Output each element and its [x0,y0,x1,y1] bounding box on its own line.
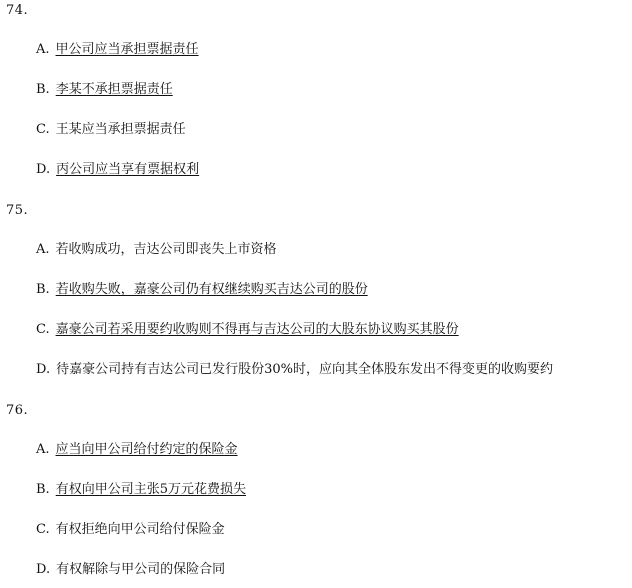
option-text: 应当向甲公司给付约定的保险金 [55,442,238,457]
option-76-b[interactable] [36,481,246,499]
option-letter: A. [36,42,50,57]
option-text: 甲公司应当承担票据责任 [55,42,199,57]
option-letter: B. [36,482,50,497]
option-text: 丙公司应当享有票据权利 [56,162,200,177]
option-75-d[interactable] [36,361,553,379]
option-text: 王某应当承担票据责任 [55,122,186,137]
option-76-c[interactable] [36,521,225,539]
option-letter: C. [36,122,50,137]
option-letter: B. [36,82,50,97]
option-text: 嘉豪公司若采用要约收购则不得再与吉达公司的大股东协议购买其股份 [55,322,459,337]
option-75-a[interactable] [36,241,277,259]
option-letter: D. [36,562,51,577]
option-76-d[interactable] [36,561,225,579]
option-text: 有权解除与甲公司的保险合同 [56,562,226,577]
option-letter: A. [36,242,50,257]
option-text: 有权向甲公司主张5万元花费损失 [55,482,246,497]
question-number: 74. [6,3,29,18]
option-text: 若收购成功，吉达公司即丧失上市资格 [55,242,277,257]
option-75-b[interactable] [36,281,368,299]
option-74-b[interactable] [36,81,173,99]
option-74-a[interactable] [36,41,199,59]
option-76-a[interactable] [36,441,238,459]
option-text: 李某不承担票据责任 [55,82,173,97]
option-letter: C. [36,322,50,337]
option-letter: C. [36,522,50,537]
option-74-c[interactable] [36,121,186,139]
question-number: 75. [6,203,29,218]
option-text: 待嘉豪公司持有吉达公司已发行股份30%时，应向其全体股东发出不得变更的收购要约 [56,362,553,377]
question-number: 76. [6,403,29,418]
option-75-c[interactable] [36,321,459,339]
option-74-d[interactable] [36,161,199,179]
option-text: 有权拒绝向甲公司给付保险金 [55,522,225,537]
option-letter: B. [36,282,50,297]
option-letter: A. [36,442,50,457]
option-text: 若收购失败，嘉豪公司仍有权继续购买吉达公司的股份 [55,282,368,297]
option-letter: D. [36,162,51,177]
option-letter: D. [36,362,51,377]
